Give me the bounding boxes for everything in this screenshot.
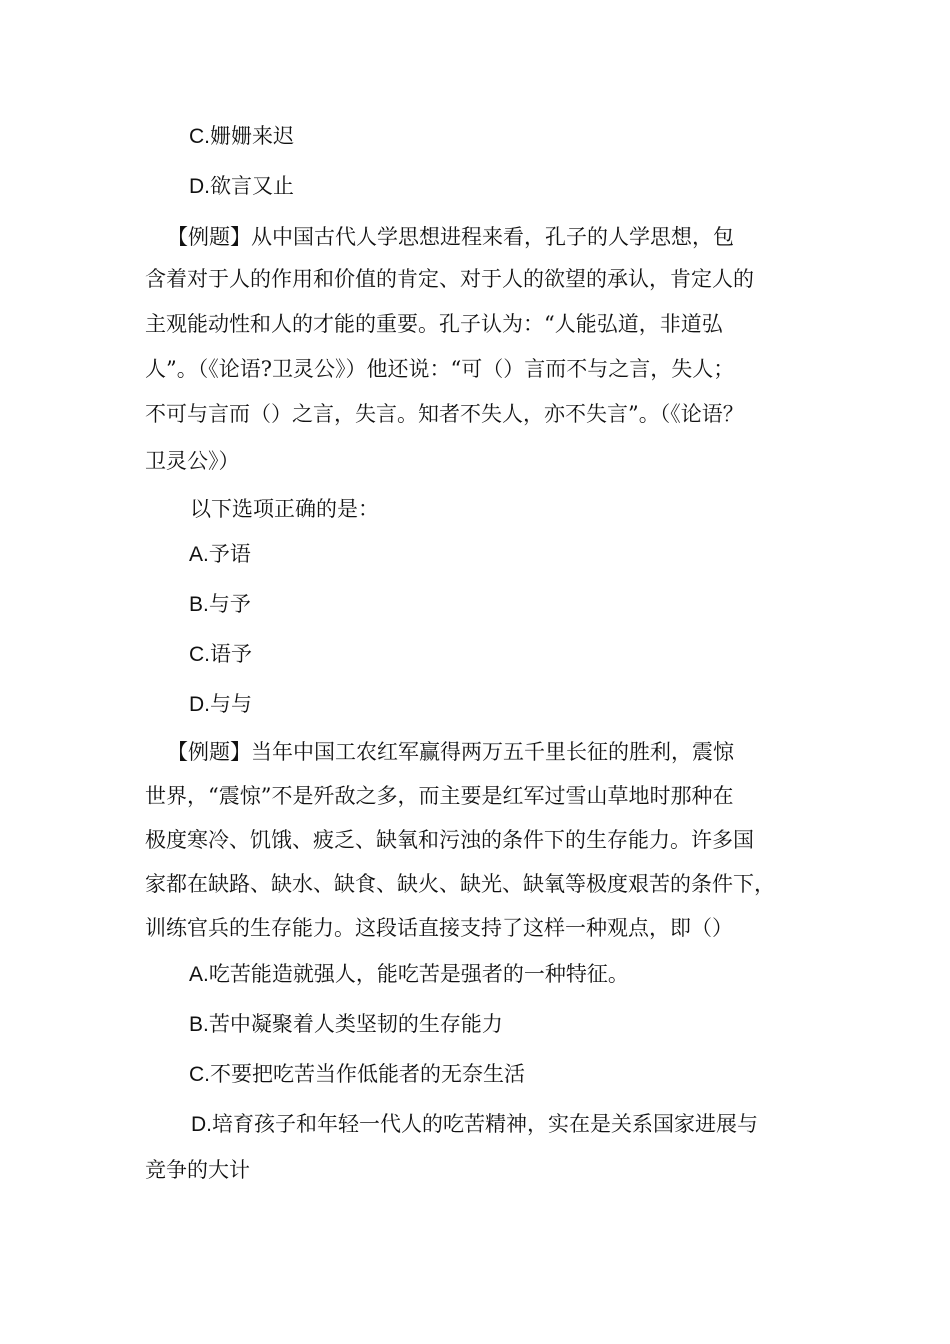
option-letter: D. bbox=[189, 693, 210, 716]
option-letter: D. bbox=[189, 175, 210, 198]
q2-line-3: 主观能动性和人的才能的重要。孔子认为：“人能弘道，非道弘 bbox=[145, 312, 723, 336]
q2-line-5: 不可与言而（）之言，失言。知者不失人，亦不失言”。（《论语？ bbox=[145, 402, 744, 426]
option-text: 与与 bbox=[210, 692, 252, 716]
q3-option-d bbox=[191, 1110, 758, 1139]
q2-line-4: 人”。（《论语?卫灵公》）他还说：“可（）言而不与之言，失人； bbox=[145, 357, 735, 381]
option-text: 不要把吃苦当作低能者的无奈生活 bbox=[210, 1062, 525, 1086]
option-letter: A. bbox=[189, 963, 209, 986]
q1-option-d bbox=[189, 172, 294, 201]
q2-option-c bbox=[189, 640, 252, 669]
option-letter: C. bbox=[189, 1063, 210, 1086]
q2-prompt: 以下选项正确的是： bbox=[190, 497, 379, 521]
q2-option-b bbox=[189, 590, 251, 619]
q2-line-1: 【例题】从中国古代人学思想进程来看，孔子的人学思想，包 bbox=[167, 225, 734, 249]
option-text: 语予 bbox=[210, 642, 252, 666]
option-letter: C. bbox=[189, 643, 210, 666]
option-letter: C. bbox=[189, 125, 210, 148]
option-letter: A. bbox=[189, 543, 209, 566]
q3-line-5: 训练官兵的生存能力。这段话直接支持了这样一种观点，即（） bbox=[145, 916, 733, 940]
q3-line-3: 极度寒冷、饥饿、疲乏、缺氧和污浊的条件下的生存能力。许多国 bbox=[145, 828, 754, 852]
option-text: 与予 bbox=[208, 592, 251, 616]
q3-line-4: 家都在缺路、缺水、缺食、缺火、缺光、缺氧等极度艰苦的条件下， bbox=[145, 872, 775, 896]
q2-option-d bbox=[189, 690, 252, 719]
q2-line-2: 含着对于人的作用和价值的肯定、对于人的欲望的承认，肯定人的 bbox=[145, 267, 754, 291]
option-letter: B. bbox=[189, 593, 209, 616]
option-letter: D. bbox=[191, 1113, 212, 1136]
q2-option-a bbox=[189, 540, 251, 569]
q3-option-c bbox=[189, 1060, 525, 1089]
option-text: 苦中凝聚着人类坚韧的生存能力 bbox=[208, 1012, 503, 1036]
q2-line-6: 卫灵公》） bbox=[145, 449, 240, 473]
option-text: 姗姗来迟 bbox=[210, 124, 294, 148]
q3-option-a bbox=[189, 960, 629, 989]
q3-line-2: 世界，“震惊”不是歼敌之多，而主要是红军过雪山草地时那种在 bbox=[145, 784, 734, 808]
option-letter: B. bbox=[189, 1013, 209, 1036]
option-text: 欲言又止 bbox=[210, 174, 294, 198]
q3-line-1: 【例题】当年中国工农红军赢得两万五千里长征的胜利，震惊 bbox=[167, 740, 734, 764]
option-text: 予语 bbox=[208, 542, 251, 566]
q3-option-d-continued: 竞争的大计 bbox=[145, 1158, 250, 1182]
q1-option-c bbox=[189, 122, 294, 151]
option-text: 吃苦能造就强人，能吃苦是强者的一种特征。 bbox=[208, 962, 629, 986]
option-text: 培育孩子和年轻一代人的吃苦精神，实在是关系国家进展与 bbox=[212, 1112, 758, 1136]
q3-option-b bbox=[189, 1010, 503, 1039]
